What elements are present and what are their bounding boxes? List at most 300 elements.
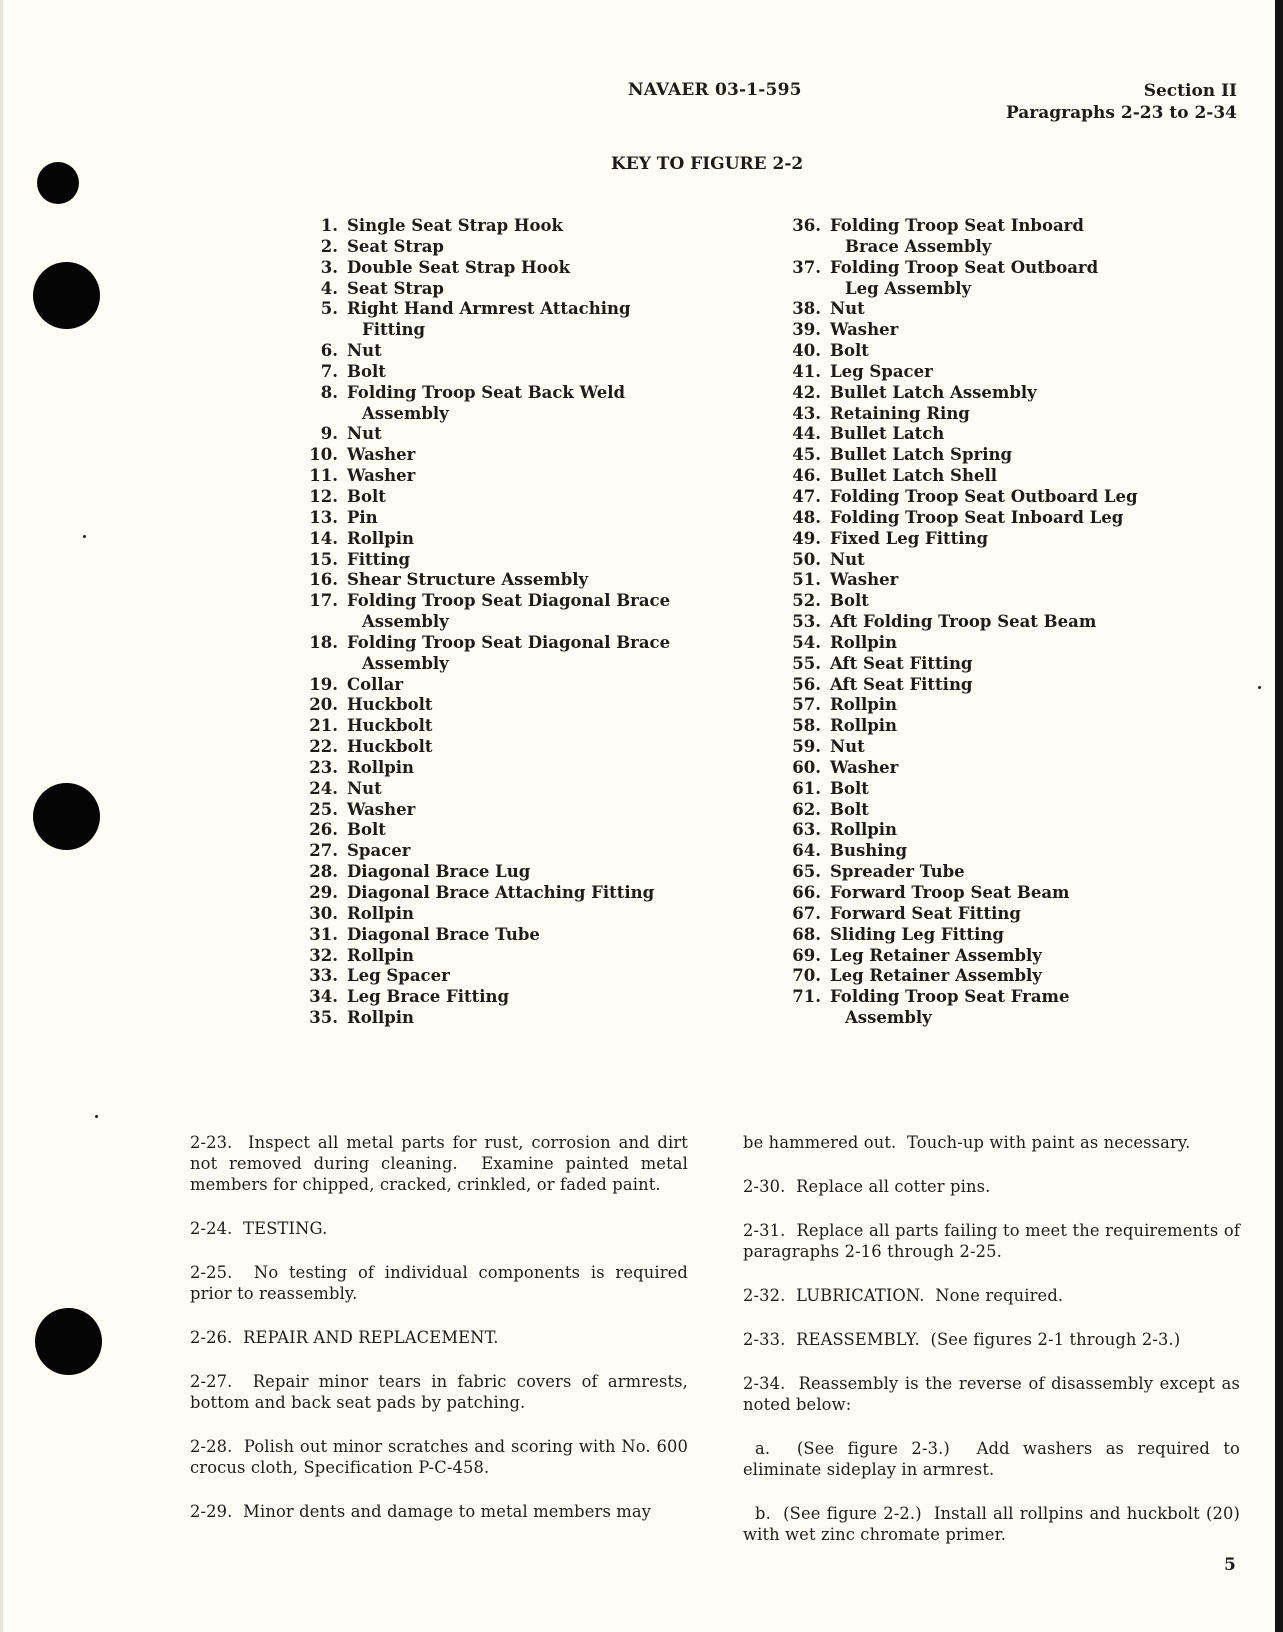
key-item-text: Aft Seat Fitting: [830, 674, 973, 694]
key-list-item: [290, 550, 690, 571]
key-item-number: 63.: [792, 820, 821, 840]
key-item-text: Rollpin: [347, 1008, 415, 1028]
key-list-item: [773, 487, 1193, 508]
key-list-item: [290, 362, 690, 383]
key-item-text: Washer: [830, 757, 899, 777]
key-item-text: Washer: [347, 445, 416, 465]
key-item-label: [830, 404, 1193, 425]
key-item-label: [347, 716, 690, 737]
paragraph-range: Paragraphs 2-23 to 2-34: [1005, 103, 1237, 123]
key-list-item: [290, 862, 690, 883]
figure-key-right-column: [773, 216, 1193, 1029]
key-item-label: [347, 779, 690, 800]
key-item-text: Double Seat Strap Hook: [347, 257, 571, 277]
key-item-label: [347, 466, 690, 487]
scan-speck: [95, 1115, 98, 1118]
key-item-number: 6.: [320, 341, 338, 361]
key-item-number: 67.: [792, 903, 821, 923]
page-left-edge: [0, 0, 3, 1632]
key-item-text: Rollpin: [347, 757, 415, 777]
key-list-item: [290, 716, 690, 737]
key-list-item: [290, 216, 690, 237]
key-item-label: [347, 1008, 690, 1029]
key-item-text: Nut: [347, 424, 382, 444]
key-item-label: [830, 716, 1193, 737]
key-item-text: Huckbolt: [347, 695, 433, 715]
key-item-number: 17.: [309, 591, 338, 611]
body-paragraph: 2-25. No testing of individual components is required prior to reassembly.: [190, 1263, 694, 1303]
key-item-label: [830, 820, 1193, 841]
key-item-text: Bullet Latch Assembly: [830, 382, 1037, 402]
key-list-item: [290, 925, 690, 946]
page-number: 5: [1224, 1555, 1236, 1575]
key-item-text: Bullet Latch Spring: [830, 445, 1012, 465]
key-item-text: Folding Troop Seat Diagonal Brace: [347, 632, 671, 652]
key-item-text: Bolt: [830, 341, 869, 361]
section-header: [1006, 80, 1237, 124]
key-list-item: [773, 258, 1193, 300]
key-item-number: 66.: [792, 883, 821, 902]
key-item-text: Bolt: [830, 591, 869, 611]
key-item-text: Nut: [347, 778, 382, 798]
key-list-item: [773, 904, 1193, 925]
key-item-number: 46.: [792, 466, 821, 486]
key-item-continuation: Assembly: [362, 653, 449, 673]
key-item-text: Washer: [830, 320, 899, 340]
key-list-item: [773, 820, 1193, 841]
key-item-number: 60.: [792, 757, 821, 777]
key-list-item: [290, 424, 690, 445]
key-item-number: 42.: [792, 382, 821, 402]
key-item-continuation: Leg Assembly: [845, 278, 972, 298]
key-item-number: 48.: [792, 507, 821, 527]
binder-hole-icon: [33, 262, 100, 329]
key-list-item: [290, 820, 690, 841]
key-item-label: [347, 508, 690, 529]
key-item-text: Rollpin: [830, 632, 898, 652]
key-item-text: Right Hand Armrest Attaching: [347, 299, 631, 319]
key-item-text: Folding Troop Seat Frame: [830, 987, 1070, 1007]
key-list-item: [773, 591, 1193, 612]
key-item-number: 57.: [792, 695, 821, 715]
key-item-number: 35.: [309, 1008, 338, 1028]
key-list-item: [290, 487, 690, 508]
key-item-number: 62.: [792, 799, 821, 819]
key-item-label: [830, 800, 1193, 821]
key-item-text: Forward Troop Seat Beam: [830, 883, 1070, 902]
binder-hole-icon: [33, 783, 100, 850]
key-item-label: [830, 529, 1193, 550]
key-list-item: [290, 737, 690, 758]
key-list-item: [773, 633, 1193, 654]
key-item-text: Spreader Tube: [830, 862, 965, 882]
key-list-item: [290, 237, 690, 258]
key-item-number: 30.: [309, 903, 338, 923]
key-item-text: Diagonal Brace Attaching Fitting: [347, 883, 655, 902]
key-item-label: [347, 675, 690, 696]
key-item-text: Spacer: [347, 841, 411, 861]
key-item-text: Nut: [830, 737, 865, 757]
key-item-label: [347, 737, 690, 758]
sub-step-paragraph: a. (See figure 2-3.) Add washers as required to eliminate sideplay in armrest.: [743, 1439, 1246, 1479]
key-item-number: 49.: [792, 528, 821, 548]
key-item-label: [347, 237, 690, 258]
key-item-label: [830, 946, 1193, 967]
body-paragraph: 2-32. LUBRICATION. None required.: [743, 1286, 1064, 1305]
key-item-text: Folding Troop Seat Back Weld: [347, 382, 626, 402]
key-list-item: [290, 633, 690, 675]
key-item-label: [347, 550, 690, 571]
key-list-item: [773, 466, 1193, 487]
key-item-text: Leg Brace Fitting: [347, 987, 510, 1007]
key-list-item: [290, 508, 690, 529]
key-list-item: [290, 466, 690, 487]
key-item-number: 2.: [320, 236, 338, 256]
key-item-label: [347, 841, 690, 862]
key-item-number: 52.: [792, 591, 821, 611]
key-item-label: [830, 612, 1193, 633]
key-item-number: 39.: [792, 320, 821, 340]
key-item-text: Diagonal Brace Tube: [347, 924, 540, 944]
key-item-number: 55.: [792, 653, 821, 673]
key-item-label: [830, 737, 1193, 758]
key-list-item: [290, 946, 690, 967]
key-item-text: Bushing: [830, 841, 908, 861]
key-list-item: [773, 445, 1193, 466]
key-item-text: Single Seat Strap Hook: [347, 216, 563, 235]
key-list-item: [773, 716, 1193, 737]
key-item-text: Washer: [347, 466, 416, 486]
body-text-right-column: [743, 1132, 1246, 1568]
key-item-text: Folding Troop Seat Inboard Leg: [830, 507, 1124, 527]
key-item-text: Nut: [347, 341, 382, 361]
key-item-label: [830, 550, 1193, 571]
key-item-text: Huckbolt: [347, 716, 433, 736]
key-item-number: 34.: [309, 987, 338, 1007]
key-item-label: [830, 841, 1193, 862]
key-item-label: [347, 633, 690, 675]
page-right-edge: [1275, 0, 1283, 1632]
key-item-text: Rollpin: [347, 903, 415, 923]
key-item-label: [347, 758, 690, 779]
key-list-item: [773, 862, 1193, 883]
key-item-label: [347, 987, 690, 1008]
key-item-label: [830, 779, 1193, 800]
key-item-text: Folding Troop Seat Diagonal Brace: [347, 591, 671, 611]
key-item-number: 36.: [792, 216, 821, 235]
key-item-label: [830, 591, 1193, 612]
key-item-label: [347, 445, 690, 466]
key-item-number: 59.: [792, 737, 821, 757]
key-list-item: [773, 800, 1193, 821]
key-item-text: Seat Strap: [347, 278, 444, 298]
key-list-item: [290, 279, 690, 300]
key-list-item: [773, 779, 1193, 800]
key-item-text: Bullet Latch: [830, 424, 945, 444]
key-item-number: 50.: [792, 549, 821, 569]
key-item-text: Bolt: [347, 486, 386, 506]
body-paragraph: 2-26. REPAIR AND REPLACEMENT.: [190, 1328, 499, 1347]
key-item-text: Bullet Latch Shell: [830, 466, 997, 486]
key-list-item: [773, 362, 1193, 383]
key-item-number: 15.: [309, 549, 338, 569]
key-item-continuation: Assembly: [845, 1008, 932, 1028]
key-list-item: [290, 258, 690, 279]
key-item-label: [347, 529, 690, 550]
key-item-text: Sliding Leg Fitting: [830, 924, 1004, 944]
key-list-item: [773, 341, 1193, 362]
key-item-text: Bolt: [830, 799, 869, 819]
key-list-item: [773, 675, 1193, 696]
key-item-number: 33.: [309, 966, 338, 986]
key-item-number: 29.: [309, 883, 338, 902]
key-item-number: 7.: [320, 361, 338, 381]
key-item-continuation: Brace Assembly: [845, 236, 992, 256]
body-text-left-column: [190, 1132, 694, 1545]
key-item-number: 28.: [309, 862, 338, 882]
key-item-label: [830, 883, 1193, 904]
key-item-label: [347, 925, 690, 946]
key-item-label: [347, 362, 690, 383]
key-list-item: [773, 612, 1193, 633]
key-item-number: 40.: [792, 341, 821, 361]
key-item-number: 9.: [320, 424, 338, 444]
key-item-label: [347, 258, 690, 279]
key-item-continuation: Assembly: [362, 612, 449, 632]
scan-speck: [83, 535, 86, 538]
key-item-text: Bolt: [347, 361, 386, 381]
body-paragraph: 2-34. Reassembly is the reverse of disassembly except as noted below:: [743, 1374, 1246, 1414]
key-item-number: 19.: [309, 674, 338, 694]
key-list-item: [773, 841, 1193, 862]
key-item-label: [830, 633, 1193, 654]
key-list-item: [290, 529, 690, 550]
key-item-number: 70.: [792, 966, 821, 986]
key-item-text: Rollpin: [347, 528, 415, 548]
key-item-text: Leg Spacer: [830, 361, 933, 381]
key-item-number: 18.: [309, 632, 338, 652]
key-list-item: [773, 550, 1193, 571]
key-list-item: [773, 508, 1193, 529]
key-item-label: [830, 487, 1193, 508]
key-item-continuation: Assembly: [362, 403, 449, 423]
key-item-number: 64.: [792, 841, 821, 861]
key-list-item: [290, 841, 690, 862]
key-item-number: 20.: [309, 695, 338, 715]
key-item-label: [830, 862, 1193, 883]
key-item-label: [347, 487, 690, 508]
key-item-number: 4.: [320, 278, 338, 298]
key-item-number: 23.: [309, 757, 338, 777]
key-item-text: Rollpin: [830, 820, 898, 840]
key-list-item: [773, 320, 1193, 341]
key-item-number: 69.: [792, 945, 821, 965]
key-item-text: Fixed Leg Fitting: [830, 528, 989, 548]
body-paragraph: 2-28. Polish out minor scratches and scoring with No. 600 crocus cloth, Specification P-C-458.: [190, 1437, 694, 1477]
key-item-label: [347, 946, 690, 967]
key-item-label: [830, 258, 1193, 300]
key-item-text: Leg Spacer: [347, 966, 450, 986]
key-item-number: 54.: [792, 632, 821, 652]
document-number: NAVAER 03-1-595: [628, 80, 802, 100]
key-item-label: [347, 341, 690, 362]
key-item-label: [830, 362, 1193, 383]
key-list-item: [290, 591, 690, 633]
key-list-item: [290, 570, 690, 591]
key-item-number: 56.: [792, 674, 821, 694]
key-item-text: Leg Retainer Assembly: [830, 966, 1042, 986]
key-item-number: 3.: [320, 257, 338, 277]
body-paragraph: 2-27. Repair minor tears in fabric covers of armrests, bottom and back seat pads by patching.: [190, 1372, 694, 1412]
key-list-item: [773, 570, 1193, 591]
key-list-item: [290, 904, 690, 925]
key-item-number: 11.: [309, 466, 338, 486]
key-item-number: 1.: [320, 216, 338, 235]
key-item-label: [830, 987, 1193, 1029]
key-item-number: 37.: [792, 257, 821, 277]
key-item-number: 47.: [792, 486, 821, 506]
key-list-item: [290, 966, 690, 987]
key-item-label: [347, 820, 690, 841]
key-item-text: Washer: [830, 570, 899, 590]
key-item-text: Huckbolt: [347, 737, 433, 757]
key-list-item: [290, 758, 690, 779]
key-item-label: [347, 279, 690, 300]
binder-hole-icon: [35, 1308, 102, 1375]
key-item-number: 32.: [309, 945, 338, 965]
key-item-number: 71.: [792, 987, 821, 1007]
key-item-label: [347, 299, 690, 341]
key-list-item: [773, 216, 1193, 258]
key-item-text: Diagonal Brace Lug: [347, 862, 531, 882]
key-list-item: [773, 529, 1193, 550]
key-item-number: 51.: [792, 570, 821, 590]
body-paragraph: 2-23. Inspect all metal parts for rust, corrosion and dirt not removed during cleaning. Examine painted metal members for chipped, cracked, crinkled, or faded paint.: [190, 1133, 694, 1194]
key-item-text: Nut: [830, 549, 865, 569]
key-item-number: 10.: [309, 445, 338, 465]
key-item-number: 38.: [792, 299, 821, 319]
key-item-number: 41.: [792, 361, 821, 381]
key-item-label: [830, 341, 1193, 362]
key-item-label: [830, 904, 1193, 925]
key-item-label: [830, 925, 1193, 946]
key-item-label: [830, 758, 1193, 779]
key-item-number: 21.: [309, 716, 338, 736]
key-list-item: [290, 987, 690, 1008]
key-item-text: Seat Strap: [347, 236, 444, 256]
key-list-item: [290, 800, 690, 821]
key-item-number: 24.: [309, 778, 338, 798]
key-item-label: [347, 591, 690, 633]
body-paragraph: be hammered out. Touch-up with paint as necessary.: [743, 1133, 1191, 1152]
key-item-label: [347, 904, 690, 925]
body-paragraph: 2-29. Minor dents and damage to metal members may: [190, 1502, 652, 1521]
key-item-text: Rollpin: [830, 695, 898, 715]
key-item-label: [830, 654, 1193, 675]
key-list-item: [773, 883, 1193, 904]
key-item-continuation: Fitting: [362, 320, 426, 340]
key-item-number: 31.: [309, 924, 338, 944]
key-item-label: [347, 424, 690, 445]
key-item-text: Washer: [347, 799, 416, 819]
key-item-label: [347, 862, 690, 883]
key-item-number: 44.: [792, 424, 821, 444]
key-item-label: [347, 216, 690, 237]
key-item-label: [830, 445, 1193, 466]
key-item-number: 53.: [792, 612, 821, 632]
key-list-item: [290, 695, 690, 716]
key-item-text: Folding Troop Seat Outboard: [830, 257, 1099, 277]
key-item-number: 16.: [309, 570, 338, 590]
key-item-label: [830, 299, 1193, 320]
key-item-text: Fitting: [347, 549, 411, 569]
key-list-item: [773, 654, 1193, 675]
key-item-text: Retaining Ring: [830, 403, 970, 423]
key-item-number: 68.: [792, 924, 821, 944]
key-item-text: Pin: [347, 507, 378, 527]
key-list-item: [773, 737, 1193, 758]
key-item-text: Bolt: [830, 778, 869, 798]
key-item-label: [347, 800, 690, 821]
key-item-text: Shear Structure Assembly: [347, 570, 589, 590]
key-item-number: 58.: [792, 716, 821, 736]
key-item-text: Aft Folding Troop Seat Beam: [830, 612, 1097, 632]
key-item-label: [347, 570, 690, 591]
key-item-number: 8.: [320, 382, 338, 402]
key-item-label: [830, 320, 1193, 341]
key-item-label: [830, 466, 1193, 487]
key-item-text: Rollpin: [347, 945, 415, 965]
key-item-number: 65.: [792, 862, 821, 882]
key-item-text: Forward Seat Fitting: [830, 903, 1021, 923]
key-item-number: 12.: [309, 486, 338, 506]
key-list-item: [290, 1008, 690, 1029]
key-list-item: [773, 758, 1193, 779]
key-item-text: Collar: [347, 674, 404, 694]
body-paragraph: 2-30. Replace all cotter pins.: [743, 1177, 991, 1196]
key-item-label: [830, 383, 1193, 404]
key-item-text: Aft Seat Fitting: [830, 653, 973, 673]
key-item-number: 43.: [792, 403, 821, 423]
key-item-label: [830, 675, 1193, 696]
key-item-label: [347, 383, 690, 425]
key-item-number: 13.: [309, 507, 338, 527]
key-item-label: [830, 424, 1193, 445]
section-label: Section II: [1143, 81, 1237, 101]
body-paragraph: 2-31. Replace all parts failing to meet the requirements of paragraphs 2-16 through 2-25.: [743, 1221, 1246, 1261]
key-list-item: [773, 946, 1193, 967]
key-list-item: [773, 299, 1193, 320]
key-list-item: [290, 779, 690, 800]
scan-speck: [1258, 686, 1261, 689]
key-item-label: [830, 695, 1193, 716]
binder-hole-icon: [37, 162, 79, 204]
figure-key-title: KEY TO FIGURE 2-2: [611, 154, 804, 174]
key-item-label: [830, 966, 1193, 987]
key-item-text: Rollpin: [830, 716, 898, 736]
key-list-item: [290, 341, 690, 362]
key-list-item: [290, 383, 690, 425]
key-list-item: [773, 383, 1193, 404]
key-item-label: [347, 695, 690, 716]
key-item-label: [830, 570, 1193, 591]
key-item-label: [347, 883, 690, 904]
key-item-text: Nut: [830, 299, 865, 319]
key-item-number: 61.: [792, 778, 821, 798]
key-list-item: [290, 675, 690, 696]
key-item-text: Bolt: [347, 820, 386, 840]
body-paragraph: 2-24. TESTING.: [190, 1219, 328, 1238]
